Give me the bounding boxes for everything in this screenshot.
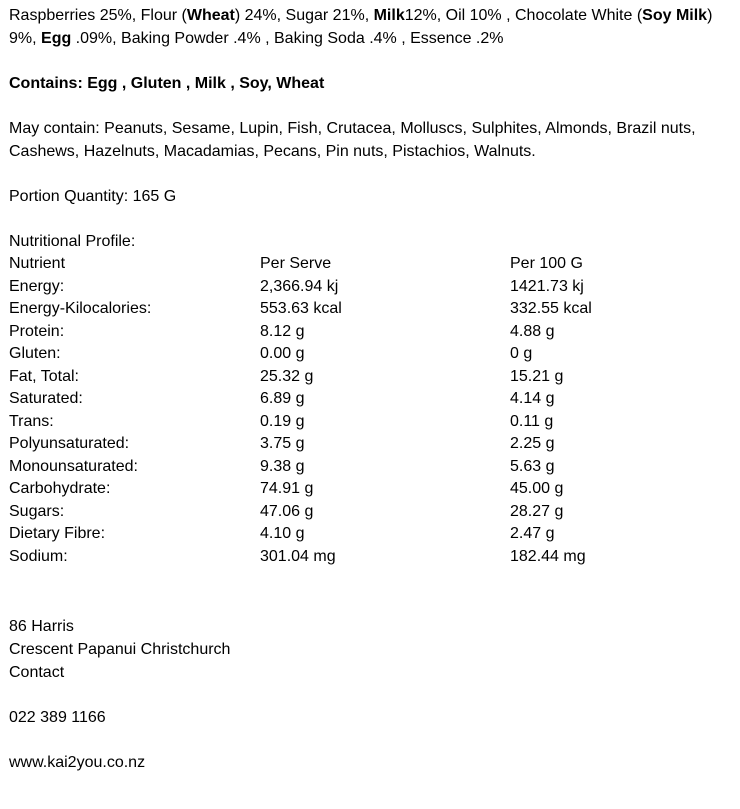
ingredient-text: 12%, Oil 10% , Chocolate White ( bbox=[404, 7, 643, 24]
nutrition-row bbox=[9, 388, 731, 411]
header-per-serve: Per Serve bbox=[260, 255, 332, 272]
may-contain-statement: May contain: Peanuts, Sesame, Lupin, Fish, Crutacea, Molluscs, Sulphites, Almonds, Brazil nuts, Cashews, Hazelnuts, Macadamias, Pecans, Pin nuts, Pistachios, Walnuts. bbox=[9, 120, 696, 160]
phone-number: 022 389 1166 bbox=[9, 709, 106, 726]
per-serve-value: 0.19 g bbox=[260, 412, 305, 430]
allergen-highlight: Egg bbox=[41, 30, 72, 47]
nutrition-table bbox=[9, 230, 731, 568]
per-100g-value: 15.21 g bbox=[510, 367, 564, 385]
nutrient-name: Sodium: bbox=[9, 547, 68, 565]
nutrient-name: Polyunsaturated: bbox=[9, 435, 130, 452]
allergen-highlight: Wheat bbox=[186, 7, 235, 24]
portion-quantity: Portion Quantity: 165 G bbox=[9, 188, 177, 205]
nutrient-name: Dietary Fibre: bbox=[9, 525, 106, 542]
per-serve-value: 0.00 g bbox=[260, 345, 305, 362]
allergen-highlight: Soy Milk bbox=[642, 7, 708, 24]
nutrient-name: Gluten: bbox=[9, 345, 61, 362]
per-serve-value: 301.04 mg bbox=[260, 547, 336, 565]
ingredient-text: ) 24%, Sugar 21%, bbox=[234, 7, 374, 24]
per-100g-value: 45.00 g bbox=[510, 480, 564, 497]
per-100g-value: 0 g bbox=[510, 345, 533, 362]
nutrition-header-row bbox=[9, 253, 731, 276]
nutrient-name: Carbohydrate: bbox=[9, 480, 111, 497]
nutrition-row bbox=[9, 456, 731, 479]
per-serve-value: 3.75 g bbox=[260, 435, 305, 452]
nutrient-name: Sugars: bbox=[9, 502, 65, 520]
per-serve-value: 74.91 g bbox=[260, 480, 314, 497]
nutrient-name: Saturated: bbox=[9, 390, 83, 407]
nutrition-row bbox=[9, 478, 731, 501]
nutrition-row bbox=[9, 433, 731, 456]
nutrition-row bbox=[9, 546, 731, 569]
nutrient-name: Monounsaturated: bbox=[9, 457, 138, 475]
per-100g-value: 2.47 g bbox=[510, 525, 555, 542]
per-serve-value: 553.63 kcal bbox=[260, 300, 342, 317]
nutrition-row bbox=[9, 321, 731, 344]
per-serve-value: 2,366.94 kj bbox=[260, 277, 339, 295]
nutrient-name: Energy-Kilocalories: bbox=[9, 300, 152, 317]
nutrition-row bbox=[9, 501, 731, 524]
address-line-2: Crescent Papanui Christchurch bbox=[9, 641, 231, 658]
nutrition-row bbox=[9, 366, 731, 389]
per-serve-value: 9.38 g bbox=[260, 457, 305, 475]
nutrient-name: Energy: bbox=[9, 277, 65, 295]
per-100g-value: 332.55 kcal bbox=[510, 300, 592, 317]
ingredients-paragraph bbox=[9, 4, 731, 50]
address-block bbox=[9, 615, 731, 684]
per-100g-value: 28.27 g bbox=[510, 502, 564, 520]
per-serve-value: 25.32 g bbox=[260, 367, 314, 385]
nutrition-row bbox=[9, 523, 731, 546]
nutrition-row bbox=[9, 276, 731, 299]
per-serve-value: 8.12 g bbox=[260, 322, 305, 340]
per-100g-value: 5.63 g bbox=[510, 457, 555, 475]
website-link[interactable]: www.kai2you.co.nz bbox=[9, 754, 146, 771]
nutrition-rows bbox=[9, 276, 731, 569]
nutrient-name: Fat, Total: bbox=[9, 367, 79, 385]
nutrient-name: Trans: bbox=[9, 412, 54, 430]
nutrition-row bbox=[9, 343, 731, 366]
per-100g-value: 2.25 g bbox=[510, 435, 555, 452]
ingredient-text: ) 9%, bbox=[9, 7, 713, 47]
nutrition-title: Nutritional Profile: bbox=[9, 233, 136, 250]
per-serve-value: 6.89 g bbox=[260, 390, 305, 407]
allergen-highlight: Milk bbox=[373, 7, 405, 24]
header-nutrient: Nutrient bbox=[9, 255, 66, 272]
nutrition-row bbox=[9, 411, 731, 434]
contact-label: Contact bbox=[9, 664, 65, 681]
header-per-100g: Per 100 G bbox=[510, 255, 583, 272]
per-100g-value: 4.14 g bbox=[510, 390, 555, 407]
per-serve-value: 47.06 g bbox=[260, 502, 314, 520]
per-100g-value: 4.88 g bbox=[510, 322, 555, 340]
per-100g-value: 182.44 mg bbox=[510, 547, 586, 565]
nutrient-name: Protein: bbox=[9, 322, 65, 340]
per-serve-value: 4.10 g bbox=[260, 525, 305, 542]
per-100g-value: 0.11 g bbox=[510, 412, 554, 430]
allergen-contains: Contains: Egg , Gluten , Milk , Soy, Wheat bbox=[9, 75, 325, 92]
address-line-1: 86 Harris bbox=[9, 618, 74, 635]
per-100g-value: 1421.73 kj bbox=[510, 277, 584, 295]
ingredient-text: .09%, Baking Powder .4% , Baking Soda .4% , Essence .2% bbox=[71, 30, 504, 47]
nutrition-row bbox=[9, 298, 731, 321]
ingredient-text: Raspberries 25%, Flour ( bbox=[9, 7, 187, 24]
